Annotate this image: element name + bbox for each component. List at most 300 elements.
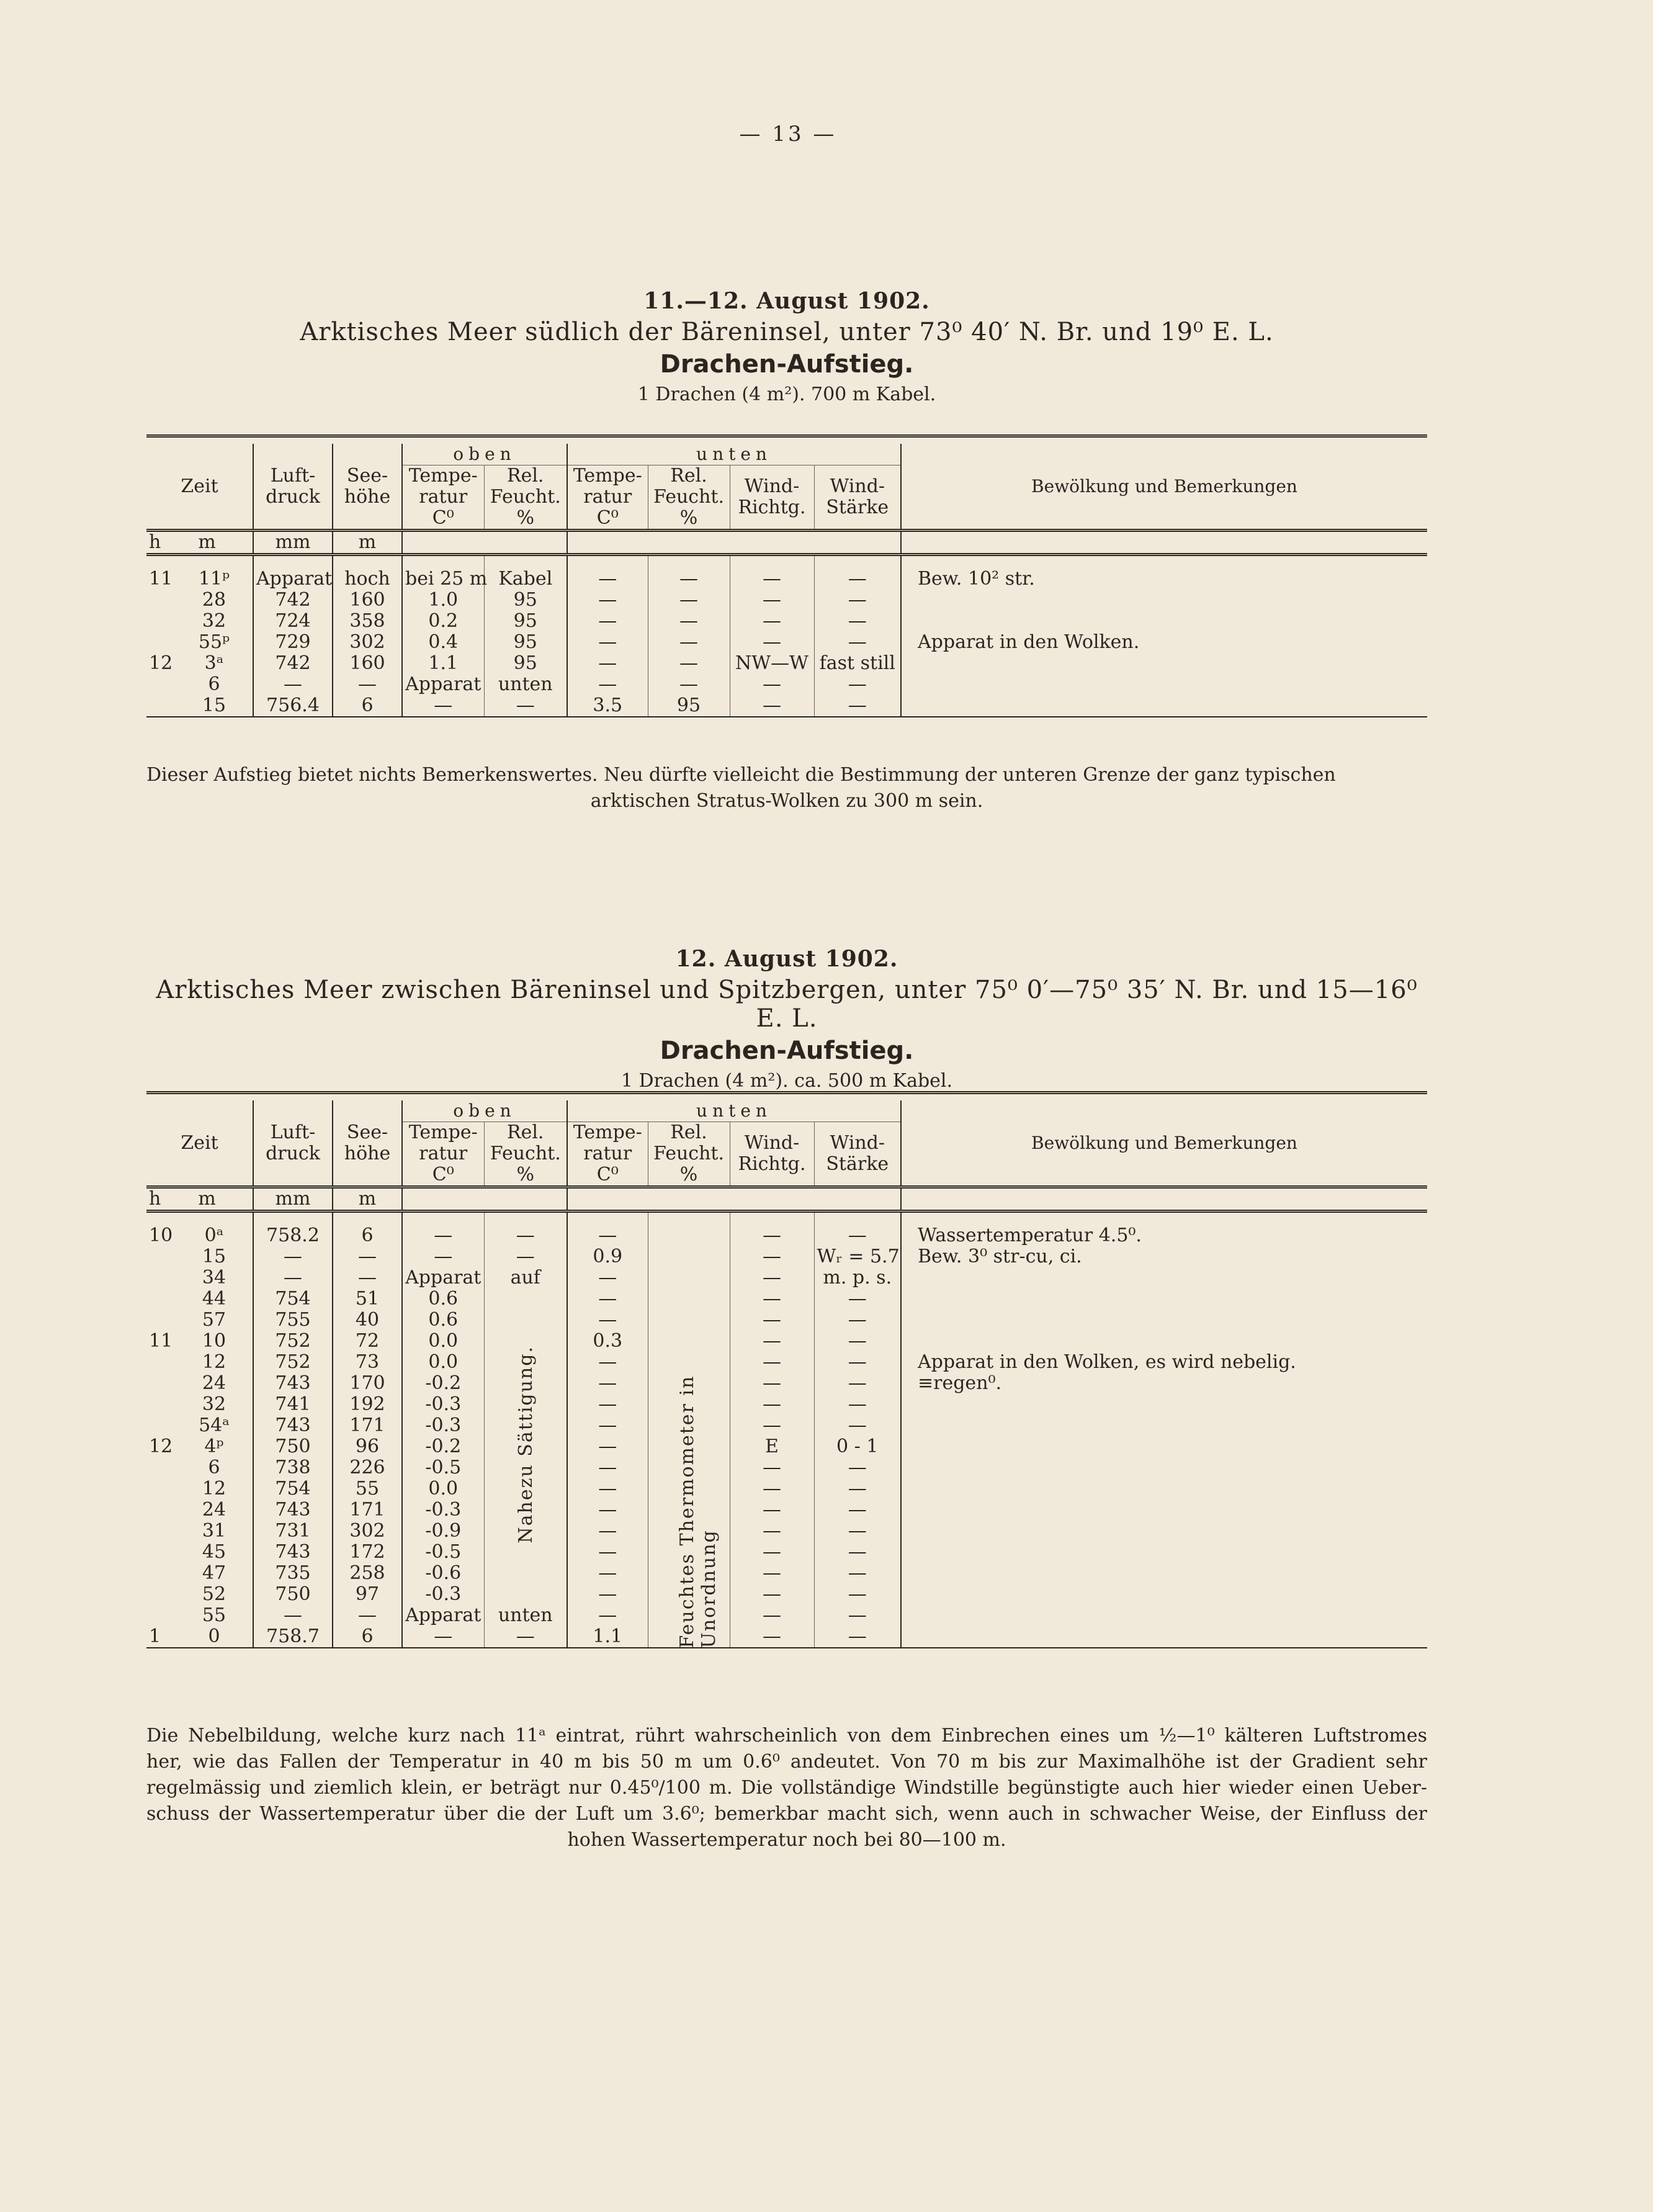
cell-hoehe: 302: [333, 1521, 402, 1542]
cell-feucht-oben: auf: [484, 1267, 567, 1288]
cell-temp-oben: -0.5: [402, 1457, 484, 1478]
table-row: [146, 632, 1427, 653]
cell-temp-oben: -0.3: [402, 1499, 484, 1521]
unit-c-oben: C⁰: [402, 1164, 484, 1187]
cell-temp-oben: —: [402, 1225, 484, 1246]
cell-staerke: 0 - 1: [814, 1436, 901, 1457]
cell-druck: 743: [253, 1415, 333, 1436]
table-row: [146, 1542, 1427, 1563]
col-bemerkungen: Bewölkung und Bemerkungen: [901, 1100, 1427, 1187]
cell-richtung: —: [730, 1478, 814, 1499]
cell-richtung: —: [730, 1521, 814, 1542]
cell-druck: 741: [253, 1394, 333, 1415]
table-row: [146, 1394, 1427, 1415]
cell-druck: 743: [253, 1373, 333, 1394]
table-row: [146, 1225, 1427, 1246]
cell-temp-unten: —: [567, 1584, 648, 1605]
cell-bemerkung: [901, 1542, 1427, 1563]
cell-richtung: —: [730, 1394, 814, 1415]
cell-temp-unten: —: [567, 1563, 648, 1584]
cell-richtung: —: [730, 1605, 814, 1626]
cell-m: 0: [208, 1625, 220, 1647]
section-2-note: [146, 1723, 1427, 1853]
unit-m: m: [198, 1188, 216, 1210]
cell-staerke: —: [814, 1542, 901, 1563]
cell-h: 11: [149, 567, 173, 590]
cell-hoehe: 40: [333, 1310, 402, 1331]
cell-druck: Apparat: [253, 569, 333, 590]
cell-temp-oben: 1.1: [402, 653, 484, 674]
table-row: [146, 1310, 1427, 1331]
cell-temp-oben: -0.6: [402, 1563, 484, 1584]
cell-m: 55: [202, 1604, 226, 1626]
cell-m: 47: [202, 1562, 226, 1584]
cell-bemerkung: [901, 1584, 1427, 1605]
cell-richtung: —: [730, 611, 814, 632]
cell-druck: 754: [253, 1288, 333, 1310]
cell-feucht-oben: [484, 1563, 567, 1584]
cell-temp-oben: -0.3: [402, 1584, 484, 1605]
col-temp-unten: Tempe- ratur: [567, 465, 648, 508]
col-feucht-unten: Rel. Feucht.: [648, 465, 730, 508]
cell-m: 32: [202, 609, 226, 632]
cell-m: 6: [208, 1456, 220, 1478]
cell-richtung: —: [730, 1415, 814, 1436]
table-row: [146, 1373, 1427, 1394]
cell-richtung: —: [730, 674, 814, 695]
cell-feucht-oben: 95: [484, 653, 567, 674]
cell-bemerkung: Apparat in den Wolken.: [901, 632, 1427, 653]
cell-bemerkung: [901, 1521, 1427, 1542]
cell-temp-unten: —: [567, 1288, 648, 1310]
cell-druck: 758.7: [253, 1626, 333, 1648]
cell-temp-oben: —: [402, 1626, 484, 1648]
cell-m: 28: [202, 588, 226, 611]
cell-staerke: Wᵣ = 5.7: [814, 1246, 901, 1267]
cell-feucht-oben: —: [484, 1246, 567, 1267]
table-row: [146, 1584, 1427, 1605]
cell-staerke: —: [814, 1457, 901, 1478]
cell-staerke: —: [814, 1288, 901, 1310]
cell-m: 52: [202, 1583, 226, 1605]
cell-druck: 750: [253, 1436, 333, 1457]
cell-richtung: —: [730, 1288, 814, 1310]
cell-feucht-oben: unten: [484, 1605, 567, 1626]
cell-feucht-unten: —: [648, 611, 730, 632]
table-row: [146, 1563, 1427, 1584]
cell-druck: —: [253, 1246, 333, 1267]
cell-hoehe: —: [333, 1246, 402, 1267]
cell-temp-oben: -0.9: [402, 1521, 484, 1542]
col-luftdruck: Luft- druck: [266, 1121, 320, 1164]
cell-m: 54ᵃ: [199, 1414, 230, 1436]
cell-feucht-unten: 95: [648, 695, 730, 717]
cell-bemerkung: [901, 1563, 1427, 1584]
cell-staerke: —: [814, 1605, 901, 1626]
col-temp-oben: Tempe- ratur: [402, 465, 484, 508]
cell-feucht-oben: [484, 1310, 567, 1331]
cell-bemerkung: [901, 1457, 1427, 1478]
unit-seehoehe-m: m: [333, 1187, 402, 1212]
cell-druck: 752: [253, 1352, 333, 1373]
cell-temp-unten: —: [567, 1415, 648, 1436]
cell-bemerkung: Bew. 10² str.: [901, 569, 1427, 590]
cell-m: 10: [202, 1329, 226, 1352]
cell-druck: 742: [253, 590, 333, 611]
cell-druck: 742: [253, 653, 333, 674]
section-2-date: 12. August 1902.: [675, 946, 898, 972]
cell-bemerkung: [901, 590, 1427, 611]
note-2: [146, 1723, 1427, 1827]
cell-richtung: —: [730, 1373, 814, 1394]
cell-m: 24: [202, 1498, 226, 1521]
section-2-location: Arktisches Meer zwischen Bäreninsel und Spitzbergen, unter 75⁰ 0′—75⁰ 35′ N. Br. und 15—16⁰ E. L.: [156, 976, 1418, 1033]
cell-m: 15: [202, 1245, 226, 1267]
cell-temp-unten: 3.5: [567, 695, 648, 717]
cell-hoehe: 73: [333, 1352, 402, 1373]
cell-m: 12: [202, 1351, 226, 1373]
cell-richtung: —: [730, 1499, 814, 1521]
cell-druck: 729: [253, 632, 333, 653]
cell-m: 44: [202, 1287, 226, 1310]
cell-temp-unten: —: [567, 1267, 648, 1288]
cell-bemerkung: [901, 1605, 1427, 1626]
cell-bemerkung: [901, 1626, 1427, 1648]
cell-hoehe: 302: [333, 632, 402, 653]
cell-hoehe: 226: [333, 1457, 402, 1478]
cell-staerke: —: [814, 590, 901, 611]
unit-pct-oben: %: [484, 508, 567, 531]
cell-temp-oben: Apparat: [402, 674, 484, 695]
cell-temp-oben: -0.2: [402, 1373, 484, 1394]
table-row: [146, 1626, 1427, 1648]
cell-hoehe: 51: [333, 1288, 402, 1310]
cell-richtung: —: [730, 590, 814, 611]
cell-temp-oben: 0.2: [402, 611, 484, 632]
table-row: [146, 1457, 1427, 1478]
cell-feucht-unten: —: [648, 632, 730, 653]
cell-m: 45: [202, 1540, 226, 1563]
table-row: [146, 1331, 1427, 1352]
section-1-subtitle: 1 Drachen (4 m²). 700 m Kabel.: [637, 384, 936, 405]
table-1: [146, 434, 1427, 717]
cell-m: 12: [202, 1477, 226, 1499]
cell-bemerkung: Bew. 3⁰ str-cu, ci.: [901, 1246, 1427, 1267]
cell-bemerkung: [901, 1478, 1427, 1499]
cell-staerke: —: [814, 1499, 901, 1521]
col-temp-unten: Tempe- ratur: [567, 1122, 648, 1165]
cell-richtung: —: [730, 1457, 814, 1478]
cell-temp-oben: —: [402, 1246, 484, 1267]
cell-richtung: —: [730, 695, 814, 717]
cell-h: 10: [149, 1224, 173, 1246]
cell-hoehe: 171: [333, 1499, 402, 1521]
cell-staerke: —: [814, 1584, 901, 1605]
table-1-wrap: [146, 434, 1427, 717]
cell-temp-oben: 1.0: [402, 590, 484, 611]
cell-feucht-unten: —: [648, 653, 730, 674]
cell-m: 15: [202, 694, 226, 716]
section-1-title: Drachen-Aufstieg.: [660, 350, 914, 379]
cell-richtung: —: [730, 1584, 814, 1605]
cell-temp-oben: -0.3: [402, 1394, 484, 1415]
cell-hoehe: 172: [333, 1542, 402, 1563]
cell-temp-unten: —: [567, 1521, 648, 1542]
cell-temp-unten: —: [567, 1478, 648, 1499]
group-unten: unten: [567, 1100, 901, 1122]
unit-mm: mm: [253, 1187, 333, 1212]
cell-druck: 756.4: [253, 695, 333, 717]
cell-richtung: —: [730, 1352, 814, 1373]
unit-pct-oben: %: [484, 1164, 567, 1187]
cell-feucht-oben: Kabel: [484, 569, 567, 590]
section-1-note: [146, 762, 1427, 814]
cell-richtung: E: [730, 1436, 814, 1457]
cell-staerke: m. p. s.: [814, 1267, 901, 1288]
col-richtung: Wind- Richtg.: [730, 1122, 814, 1187]
section-2-title: Drachen-Aufstieg.: [660, 1036, 914, 1065]
cell-temp-unten: —: [567, 1542, 648, 1563]
cell-temp-unten: —: [567, 1605, 648, 1626]
cell-bemerkung: [901, 1331, 1427, 1352]
group-oben: oben: [402, 1100, 567, 1122]
unit-h: h: [149, 1188, 161, 1210]
cell-m: 0ᵃ: [204, 1224, 224, 1246]
table-row: [146, 1267, 1427, 1288]
cell-hoehe: hoch: [333, 569, 402, 590]
cell-hoehe: 6: [333, 695, 402, 717]
cell-bemerkung: [901, 611, 1427, 632]
cell-druck: 731: [253, 1521, 333, 1542]
cell-temp-oben: 0.0: [402, 1331, 484, 1352]
cell-staerke: —: [814, 1626, 901, 1648]
vertical-note-nahezu: Nahezu Sättigung.: [515, 1346, 537, 1544]
cell-h: 1: [149, 1625, 161, 1647]
cell-m: 34: [202, 1266, 226, 1288]
cell-richtung: —: [730, 1626, 814, 1648]
col-zeit: Zeit: [181, 475, 218, 497]
cell-hoehe: 72: [333, 1331, 402, 1352]
cell-hoehe: 358: [333, 611, 402, 632]
cell-temp-oben: -0.5: [402, 1542, 484, 1563]
cell-staerke: —: [814, 1225, 901, 1246]
cell-m: 55ᵖ: [198, 631, 230, 653]
col-seehoehe: See- höhe: [344, 464, 391, 508]
cell-temp-unten: —: [567, 590, 648, 611]
cell-richtung: —: [730, 1225, 814, 1246]
cell-druck: 724: [253, 611, 333, 632]
section-1: [146, 288, 1427, 405]
cell-druck: 743: [253, 1499, 333, 1521]
cell-staerke: —: [814, 1373, 901, 1394]
note-2-line: Die Nebelbildung, welche kurz nach 11ᵃ eintrat, rührt wahrscheinlich von dem Einbrechen eines um ½—1⁰ kälteren Luftstromes: [146, 1725, 1427, 1747]
cell-feucht-oben: unten: [484, 674, 567, 695]
unit-c-unten: C⁰: [567, 1164, 648, 1187]
unit-c-unten: C⁰: [567, 508, 648, 531]
cell-richtung: —: [730, 1246, 814, 1267]
cell-feucht-unten: [648, 1225, 730, 1246]
table-row: [146, 653, 1427, 674]
cell-staerke: —: [814, 1331, 901, 1352]
cell-staerke: —: [814, 569, 901, 590]
cell-m: 24: [202, 1372, 226, 1394]
table-row: [146, 1352, 1427, 1373]
note-2-line: her, wie das Fallen der Temperatur in 40 m bis 50 m um 0.6⁰ andeutet. Von 70 m bis zur Maximalhöhe ist der Gradient sehr: [146, 1751, 1427, 1773]
cell-h: 11: [149, 1329, 173, 1352]
table-row: [146, 1499, 1427, 1521]
cell-m: 3ᵃ: [204, 652, 224, 674]
cell-druck: 750: [253, 1584, 333, 1605]
cell-druck: 758.2: [253, 1225, 333, 1246]
cell-temp-unten: —: [567, 611, 648, 632]
cell-staerke: —: [814, 1521, 901, 1542]
cell-bemerkung: [901, 695, 1427, 717]
table-row: [146, 1605, 1427, 1626]
cell-temp-oben: 0.0: [402, 1352, 484, 1373]
note-1-line-2: arktischen Stratus-Wolken zu 300 m sein.: [590, 790, 983, 812]
cell-feucht-oben: —: [484, 1225, 567, 1246]
table-row: [146, 695, 1427, 717]
cell-temp-unten: 1.1: [567, 1626, 648, 1648]
unit-seehoehe-m: m: [333, 531, 402, 555]
cell-temp-unten: —: [567, 1499, 648, 1521]
cell-druck: —: [253, 674, 333, 695]
unit-h: h: [149, 531, 161, 553]
unit-m: m: [198, 531, 216, 553]
cell-temp-unten: —: [567, 1394, 648, 1415]
col-seehoehe: See- höhe: [344, 1121, 391, 1164]
cell-m: 57: [202, 1308, 226, 1331]
cell-richtung: —: [730, 1563, 814, 1584]
group-oben: oben: [402, 444, 567, 465]
cell-temp-unten: —: [567, 1436, 648, 1457]
cell-hoehe: 160: [333, 653, 402, 674]
col-temp-oben: Tempe- ratur: [402, 1122, 484, 1165]
col-staerke: Wind- Stärke: [814, 465, 901, 531]
col-bemerkungen: Bewölkung und Bemerkungen: [901, 444, 1427, 531]
cell-temp-unten: —: [567, 653, 648, 674]
section-2-subtitle: 1 Drachen (4 m²). ca. 500 m Kabel.: [620, 1070, 953, 1092]
table-row: [146, 1415, 1427, 1436]
cell-staerke: —: [814, 1352, 901, 1373]
col-feucht-unten: Rel. Feucht.: [648, 1122, 730, 1165]
cell-hoehe: —: [333, 674, 402, 695]
table-row: [146, 611, 1427, 632]
cell-staerke: —: [814, 1478, 901, 1499]
cell-temp-oben: bei 25 m: [402, 569, 484, 590]
cell-m: 31: [202, 1519, 226, 1542]
cell-bemerkung: Apparat in den Wolken, es wird nebelig.: [901, 1352, 1427, 1373]
cell-druck: 735: [253, 1563, 333, 1584]
cell-temp-oben: 0.4: [402, 632, 484, 653]
cell-bemerkung: ≡regen⁰.: [901, 1373, 1427, 1394]
cell-temp-unten: —: [567, 674, 648, 695]
cell-feucht-oben: 95: [484, 632, 567, 653]
cell-temp-unten: —: [567, 1310, 648, 1331]
table-row: [146, 1478, 1427, 1499]
cell-druck: 752: [253, 1331, 333, 1352]
table-row: [146, 1436, 1427, 1457]
cell-staerke: —: [814, 611, 901, 632]
cell-m: 32: [202, 1393, 226, 1415]
cell-feucht-oben: 95: [484, 611, 567, 632]
cell-druck: 738: [253, 1457, 333, 1478]
cell-h: 12: [149, 1435, 173, 1457]
unit-mm: mm: [253, 531, 333, 555]
cell-feucht-oben: [484, 1542, 567, 1563]
note-2-line: regelmässig und ziemlich klein, er beträgt nur 0.45⁰/100 m. Die vollständige Windstille begünstigte auch hier wieder einen Ueber-: [146, 1777, 1427, 1799]
col-feucht-oben: Rel. Feucht.: [484, 465, 567, 508]
cell-temp-oben: 0.0: [402, 1478, 484, 1499]
section-1-date: 11.—12. August 1902.: [643, 288, 930, 314]
table-2-wrap: [146, 1091, 1427, 1648]
cell-temp-unten: —: [567, 632, 648, 653]
cell-richtung: NW—W: [730, 653, 814, 674]
table-2: [146, 1091, 1427, 1648]
cell-druck: —: [253, 1267, 333, 1288]
page-number: — 13 —: [739, 122, 837, 146]
cell-druck: 743: [253, 1542, 333, 1563]
cell-feucht-unten: —: [648, 674, 730, 695]
cell-staerke: —: [814, 674, 901, 695]
cell-hoehe: 55: [333, 1478, 402, 1499]
cell-m: 6: [208, 673, 220, 695]
cell-bemerkung: [901, 1415, 1427, 1436]
col-zeit: Zeit: [181, 1131, 218, 1154]
cell-hoehe: 192: [333, 1394, 402, 1415]
cell-staerke: fast still: [814, 653, 901, 674]
cell-staerke: —: [814, 1310, 901, 1331]
cell-bemerkung: [901, 674, 1427, 695]
cell-druck: 755: [253, 1310, 333, 1331]
cell-richtung: —: [730, 569, 814, 590]
cell-temp-unten: —: [567, 1352, 648, 1373]
table-row: [146, 1521, 1427, 1542]
cell-staerke: —: [814, 632, 901, 653]
col-richtung: Wind- Richtg.: [730, 465, 814, 531]
cell-temp-oben: 0.6: [402, 1310, 484, 1331]
cell-druck: —: [253, 1605, 333, 1626]
cell-hoehe: 170: [333, 1373, 402, 1394]
cell-temp-oben: -0.3: [402, 1415, 484, 1436]
unit-pct-unten: %: [648, 1164, 730, 1187]
note-1-line-1: Dieser Aufstieg bietet nichts Bemerkenswertes. Neu dürfte vielleicht die Bestimmung der unteren Grenze der ganz typischen: [146, 764, 1336, 786]
cell-hoehe: 171: [333, 1415, 402, 1436]
cell-h: 12: [149, 652, 173, 674]
cell-feucht-oben: —: [484, 1626, 567, 1648]
col-luftdruck: Luft- druck: [266, 464, 320, 508]
cell-staerke: —: [814, 1563, 901, 1584]
cell-m: 11ᵖ: [198, 567, 230, 590]
cell-temp-oben: Apparat: [402, 1267, 484, 1288]
col-staerke: Wind- Stärke: [814, 1122, 901, 1187]
section-1-location: Arktisches Meer südlich der Bäreninsel, unter 73⁰ 40′ N. Br. und 19⁰ E. L.: [300, 318, 1274, 346]
group-unten: unten: [567, 444, 901, 465]
cell-staerke: —: [814, 695, 901, 717]
cell-staerke: —: [814, 1394, 901, 1415]
cell-feucht-oben: [484, 1584, 567, 1605]
cell-bemerkung: [901, 653, 1427, 674]
table-row: [146, 674, 1427, 695]
cell-temp-oben: —: [402, 695, 484, 717]
cell-feucht-oben: —: [484, 695, 567, 717]
cell-richtung: —: [730, 1331, 814, 1352]
cell-hoehe: 160: [333, 590, 402, 611]
cell-hoehe: 258: [333, 1563, 402, 1584]
cell-bemerkung: [901, 1288, 1427, 1310]
cell-bemerkung: [901, 1310, 1427, 1331]
note-2-last: hohen Wassertemperatur noch bei 80—100 m.: [567, 1829, 1006, 1851]
